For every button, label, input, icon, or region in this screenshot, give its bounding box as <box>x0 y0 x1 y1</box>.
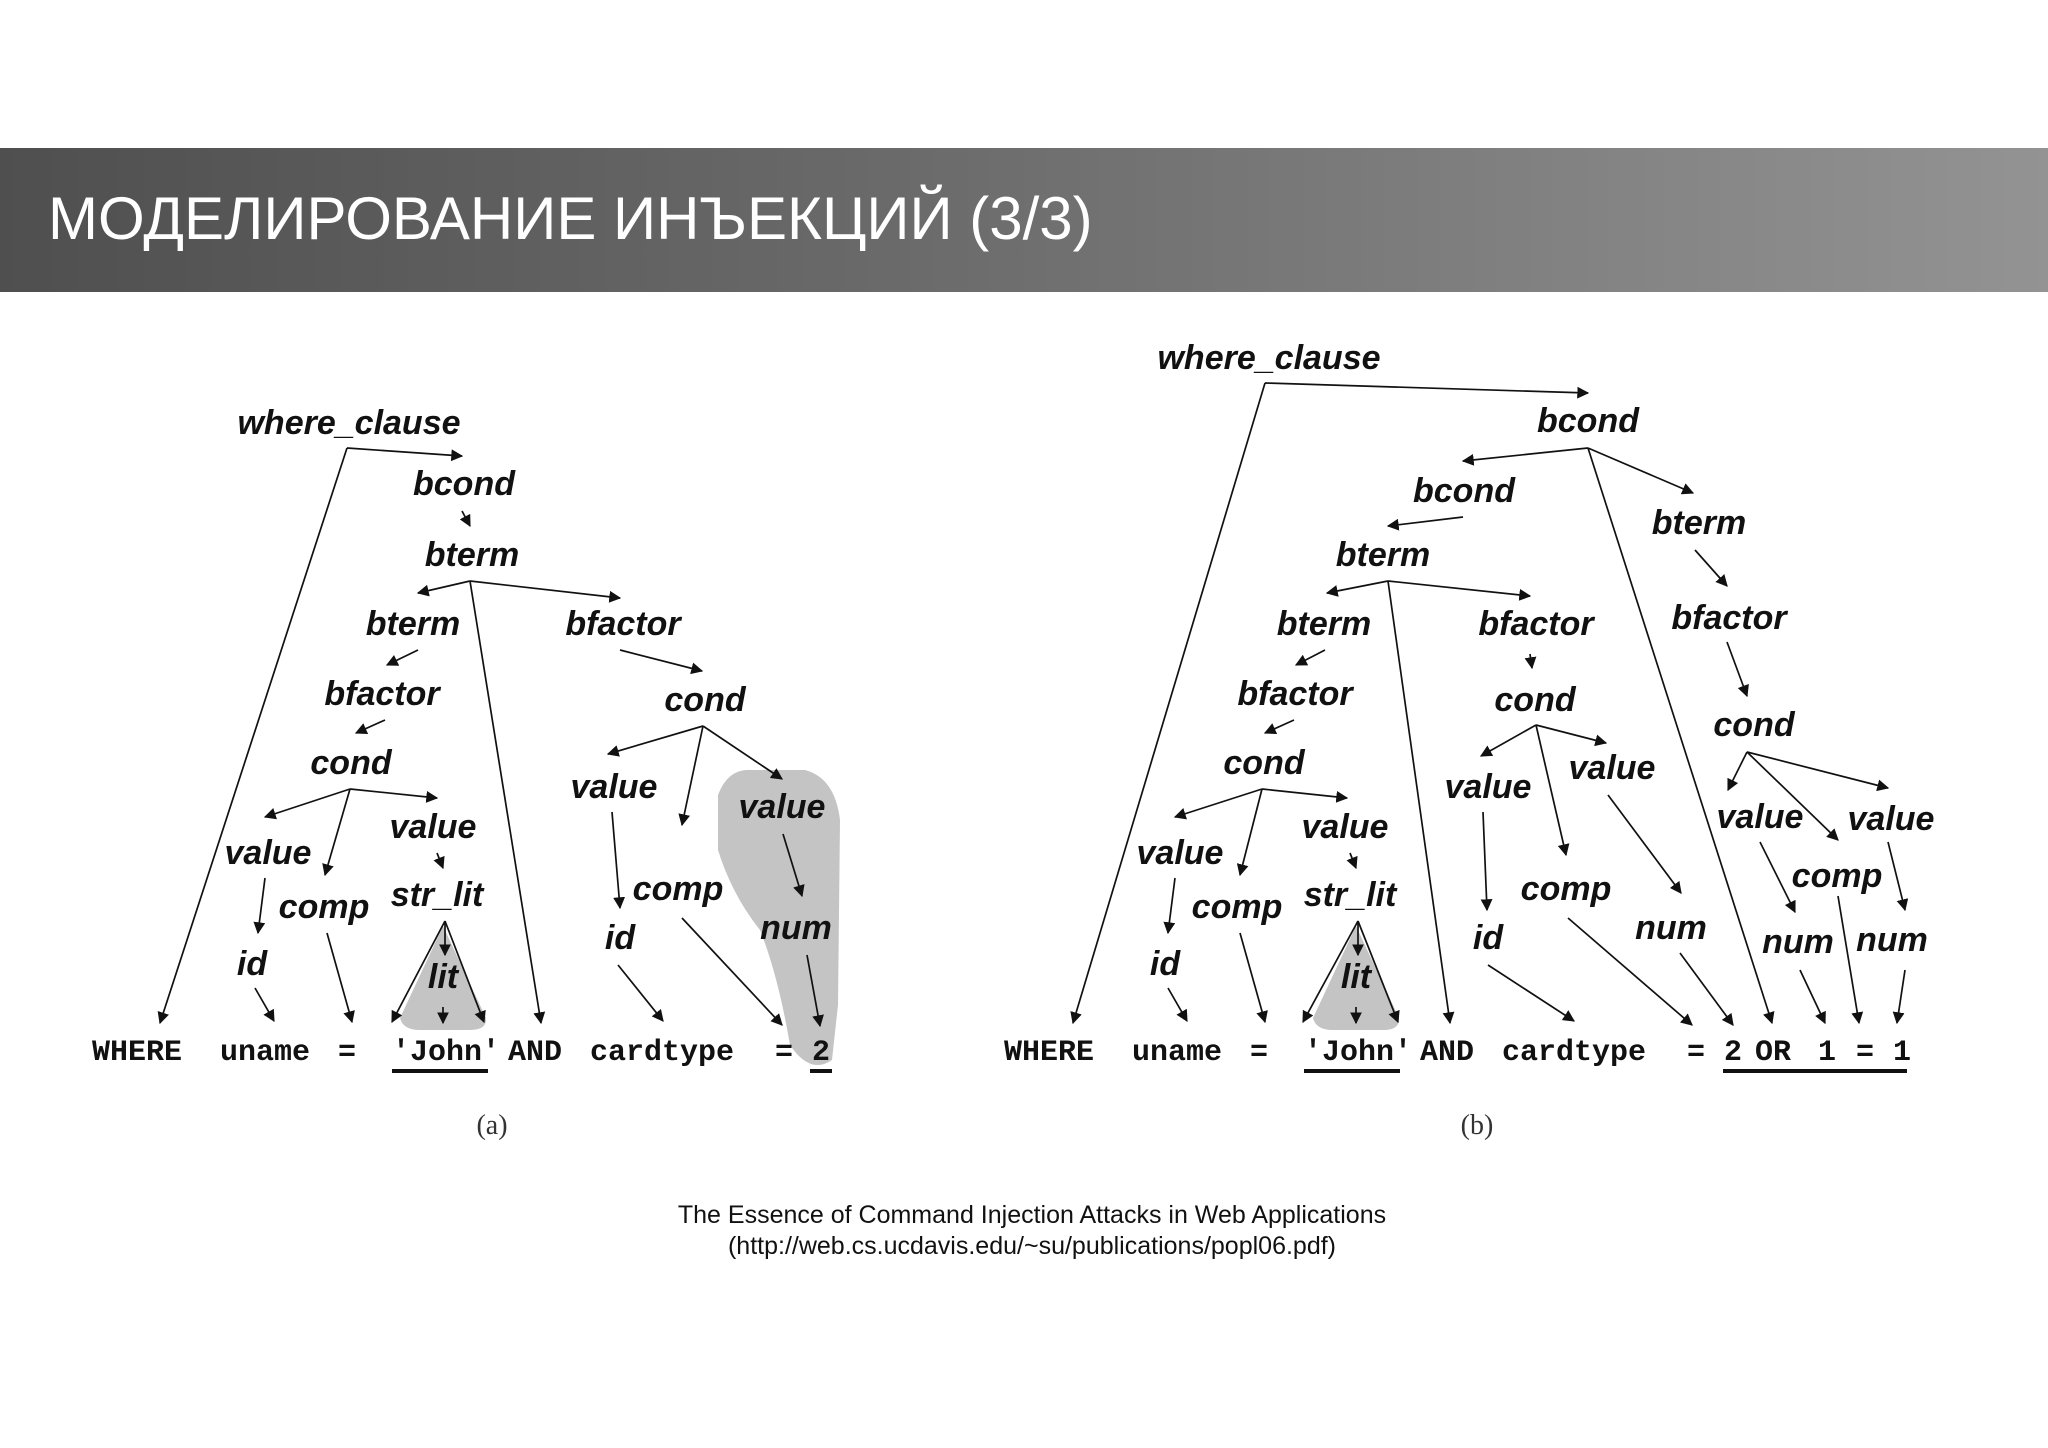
citation <box>0 1200 2048 1262</box>
citation-title: The Essence of Command Injection Attacks in Web Applications <box>677 1201 1387 1229</box>
citation-url: (http://web.cs.ucdavis.edu/~su/publications/popl06.pdf) <box>727 1232 1336 1260</box>
node-bfactor-right: bfactor <box>565 605 681 643</box>
node-lit: lit <box>427 958 459 996</box>
sql-token: WHERE <box>92 1036 183 1070</box>
sql-string-a <box>92 1036 832 1071</box>
caption-a: (a) <box>476 1110 508 1141</box>
sql-token: = <box>338 1036 357 1070</box>
node-lit: lit <box>1340 958 1372 996</box>
sql-token: = <box>1687 1036 1706 1070</box>
caption-b: (b) <box>1460 1110 1494 1141</box>
sql-token: = <box>1250 1036 1269 1070</box>
parse-tree-b <box>1004 339 1934 1141</box>
node-str-lit: str_lit <box>390 876 484 914</box>
node-value-mid: value <box>1301 808 1389 846</box>
node-value-r2: value <box>1847 800 1935 838</box>
node-cond-left: cond <box>310 744 392 782</box>
node-comp-right: comp <box>1791 857 1883 895</box>
node-num: num <box>760 909 832 947</box>
node-value-mid: value <box>389 808 477 846</box>
sql-string-b <box>1004 1036 1911 1071</box>
sql-token-injected: = <box>1856 1036 1875 1070</box>
parse-tree-a <box>92 404 840 1141</box>
node-where-clause: where_clause <box>1157 339 1381 377</box>
node-bfactor-far: bfactor <box>1671 599 1787 637</box>
node-num-r2: num <box>1856 921 1928 959</box>
node-num-mid: num <box>1635 909 1707 947</box>
node-comp-left: comp <box>1191 888 1283 926</box>
node-value-m2: value <box>1568 749 1656 787</box>
node-comp-mid: comp <box>1520 870 1612 908</box>
sql-token: WHERE <box>1004 1036 1095 1070</box>
sql-token-injected: 2 <box>1724 1036 1743 1070</box>
node-num-r1: num <box>1762 923 1834 961</box>
node-cond-mid: cond <box>1494 681 1576 719</box>
sql-token-john: 'John' <box>1304 1036 1413 1070</box>
node-value-m1: value <box>1444 768 1532 806</box>
sql-token: cardtype <box>590 1036 735 1070</box>
node-id-right: id <box>604 919 636 957</box>
node-where-clause: where_clause <box>237 404 461 442</box>
sql-token: uname <box>1132 1036 1223 1070</box>
node-value-left: value <box>224 834 312 872</box>
node-cond-left: cond <box>1223 744 1305 782</box>
sql-token: AND <box>1420 1036 1475 1070</box>
node-id-left: id <box>1149 945 1181 983</box>
tree-edges-a <box>160 448 820 1026</box>
node-value-left: value <box>1136 834 1224 872</box>
node-comp-right: comp <box>632 870 724 908</box>
node-bterm: bterm <box>365 605 461 643</box>
sql-token-injected: 2 <box>812 1036 831 1070</box>
sql-token: uname <box>220 1036 311 1070</box>
node-value-r1: value <box>1716 798 1804 836</box>
node-comp-left: comp <box>278 888 370 926</box>
node-bcond: bcond <box>413 465 515 503</box>
sql-token-john: 'John' <box>392 1036 501 1070</box>
sql-token-injected: 1 <box>1893 1036 1912 1070</box>
slide-title: МОДЕЛИРОВАНИЕ ИНЪЕКЦИЙ (3/3) <box>48 185 1093 252</box>
sql-token: AND <box>508 1036 563 1070</box>
sql-token-injected: 1 <box>1818 1036 1837 1070</box>
node-cond-right: cond <box>664 681 746 719</box>
node-bcond: bcond <box>1413 472 1515 510</box>
node-bfactor-mid: bfactor <box>1478 605 1594 643</box>
node-bterm-mid: bterm <box>1335 536 1431 574</box>
sql-token-injected: OR <box>1755 1036 1792 1070</box>
node-cond-far: cond <box>1713 706 1795 744</box>
node-value-shaded: value <box>738 788 826 826</box>
node-str-lit: str_lit <box>1303 876 1397 914</box>
node-bcond-top: bcond <box>1537 402 1639 440</box>
sql-token: cardtype <box>1502 1036 1647 1070</box>
node-bterm-right: bterm <box>1651 504 1747 542</box>
node-id-left: id <box>236 945 268 983</box>
sql-token: = <box>775 1036 794 1070</box>
node-bfactor: bfactor <box>324 675 440 713</box>
node-value-right-center: value <box>570 768 658 806</box>
node-bterm-top: bterm <box>424 536 520 574</box>
node-bfactor: bfactor <box>1237 675 1353 713</box>
node-id-mid: id <box>1472 919 1504 957</box>
node-bterm: bterm <box>1276 605 1372 643</box>
